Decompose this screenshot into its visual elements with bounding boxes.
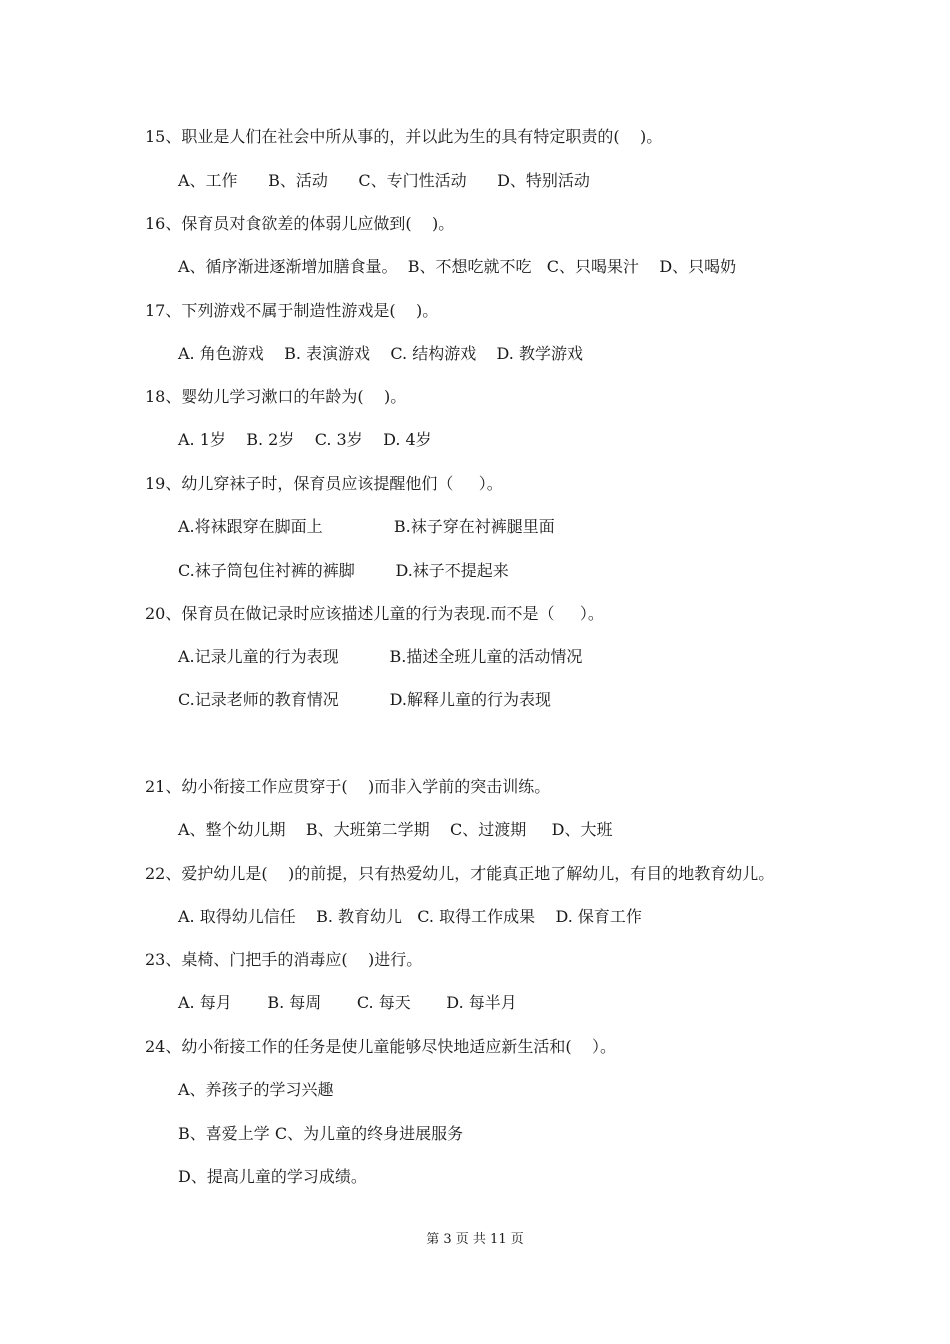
question-15-options: A、工作 B、活动 C、专门性活动 D、特别活动 bbox=[178, 171, 590, 190]
question-24-option-d: D、提高儿童的学习成绩。 bbox=[178, 1167, 367, 1186]
question-20-options-ab: A.记录儿童的行为表现 B.描述全班儿童的活动情况 bbox=[178, 647, 583, 666]
question-20-options-cd: C.记录老师的教育情况 D.解释儿童的行为表现 bbox=[178, 690, 551, 709]
question-22-text: 22、爱护幼儿是( )的前提，只有热爱幼儿，才能真正地了解幼儿，有目的地教育幼儿。 bbox=[145, 864, 775, 883]
question-19-text: 19、幼儿穿袜子时，保育员应该提醒他们（ ）。 bbox=[145, 474, 503, 493]
question-22-options: A. 取得幼儿信任 B. 教育幼儿 C. 取得工作成果 D. 保育工作 bbox=[178, 907, 642, 926]
question-24-option-a: A、养孩子的学习兴趣 bbox=[178, 1080, 334, 1099]
question-23-text: 23、桌椅、门把手的消毒应( )进行。 bbox=[145, 950, 423, 969]
question-15-text: 15、职业是人们在社会中所从事的，并以此为生的具有特定职责的( )。 bbox=[145, 127, 663, 146]
question-16-text: 16、保育员对食欲差的体弱儿应做到( )。 bbox=[145, 214, 455, 233]
question-16-options: A、循序渐进逐渐增加膳食量。 B、不想吃就不吃 C、只喝果汁 D、只喝奶 bbox=[178, 257, 737, 276]
question-17-text: 17、下列游戏不属于制造性游戏是( )。 bbox=[145, 301, 439, 320]
question-23-options: A. 每月 B. 每周 C. 每天 D. 每半月 bbox=[178, 993, 517, 1012]
page-number-footer: 第 3 页 共 11 页 bbox=[426, 1232, 524, 1247]
question-18-options: A. 1岁 B. 2岁 C. 3岁 D. 4岁 bbox=[178, 430, 432, 449]
question-20-text: 20、保育员在做记录时应该描述儿童的行为表现.而不是（ ）。 bbox=[145, 604, 604, 623]
question-17-options: A. 角色游戏 B. 表演游戏 C. 结构游戏 D. 教学游戏 bbox=[178, 344, 583, 363]
question-21-text: 21、幼小衔接工作应贯穿于( )而非入学前的突击训练。 bbox=[145, 777, 551, 796]
question-18-text: 18、婴幼儿学习漱口的年龄为( )。 bbox=[145, 387, 407, 406]
question-24-option-bc: B、喜爱上学 C、为儿童的终身进展服务 bbox=[178, 1124, 464, 1143]
question-24-text: 24、幼小衔接工作的任务是使儿童能够尽快地适应新生活和( ）。 bbox=[145, 1037, 616, 1056]
question-19-options-cd: C.袜子筒包住衬裤的裤脚 D.袜子不提起来 bbox=[178, 561, 509, 580]
question-19-options-ab: A.将袜跟穿在脚面上 B.袜子穿在衬裤腿里面 bbox=[178, 517, 555, 536]
question-21-options: A、整个幼儿期 B、大班第二学期 C、过渡期 D、大班 bbox=[178, 820, 613, 839]
